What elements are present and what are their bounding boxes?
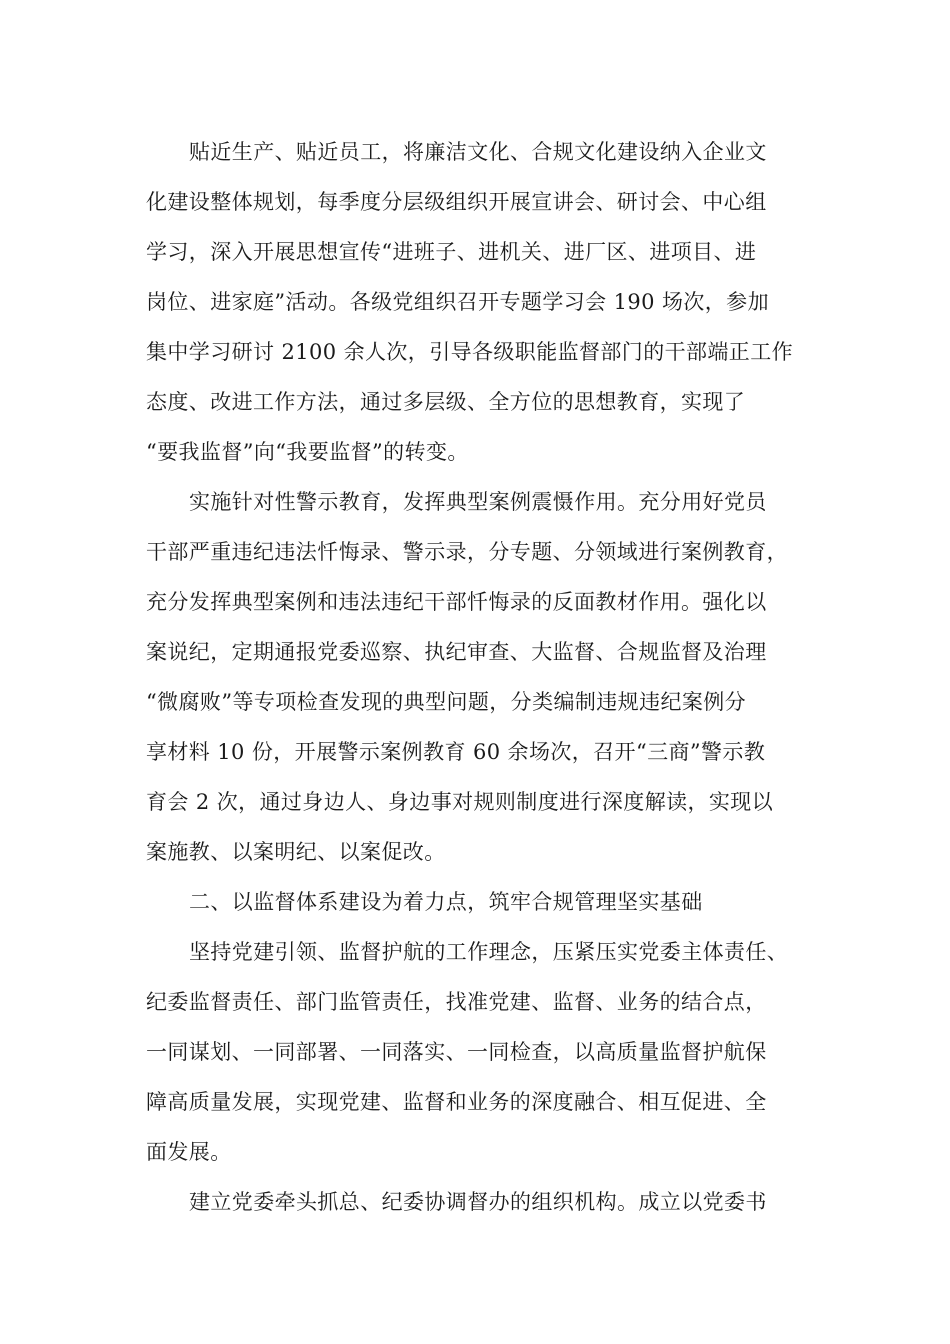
paragraph-2-line-7: 育会 2 次，通过身边人、身边事对规则制度进行深度解读，实现以	[146, 790, 774, 814]
paragraph-3-line-2: 纪委监督责任、部门监管责任，找准党建、监督、业务的结合点，	[146, 990, 767, 1014]
paragraph-3-line-5: 面发展。	[146, 1140, 232, 1164]
paragraph-3-line-1: 坚持党建引领、监督护航的工作理念，压紧压实党委主体责任、	[189, 940, 789, 964]
paragraph-1-line-7: “要我监督”向“我要监督”的转变。	[146, 440, 469, 464]
paragraph-2-line-3: 充分发挥典型案例和违法违纪干部忏悔录的反面教材作用。强化以	[146, 590, 767, 614]
paragraph-1-line-6: 态度、改进工作方法，通过多层级、全方位的思想教育，实现了	[146, 390, 746, 414]
paragraph-2-line-4: 案说纪，定期通报党委巡察、执纪审查、大监督、合规监督及治理	[146, 640, 767, 664]
paragraph-3-line-4: 障高质量发展，实现党建、监督和业务的深度融合、相互促进、全	[146, 1090, 767, 1114]
paragraph-1-line-3: 学习，深入开展思想宣传“进班子、进机关、进厂区、进项目、进	[146, 240, 757, 264]
paragraph-2-line-1: 实施针对性警示教育，发挥典型案例震慑作用。充分用好党员	[189, 490, 767, 514]
paragraph-2-line-8: 案施教、以案明纪、以案促改。	[146, 840, 446, 864]
paragraph-1-line-2: 化建设整体规划，每季度分层级组织开展宣讲会、研讨会、中心组	[146, 190, 767, 214]
section-heading: 二、以监督体系建设为着力点，筑牢合规管理坚实基础	[189, 890, 703, 914]
paragraph-4-line-1: 建立党委牵头抓总、纪委协调督办的组织机构。成立以党委书	[189, 1190, 767, 1214]
paragraph-1-line-5: 集中学习研讨 2100 余人次，引导各级职能监督部门的干部端正工作	[146, 340, 793, 364]
paragraph-2-line-5: “微腐败”等专项检查发现的典型问题，分类编制违规违纪案例分	[146, 690, 747, 714]
paragraph-1-line-4: 岗位、进家庭”活动。各级党组织召开专题学习会 190 场次，参加	[146, 290, 769, 314]
paragraph-1-line-1: 贴近生产、贴近员工，将廉洁文化、合规文化建设纳入企业文	[189, 140, 767, 164]
paragraph-2-line-6: 享材料 10 份，开展警示案例教育 60 余场次，召开“三商”警示教	[146, 740, 766, 764]
paragraph-3-line-3: 一同谋划、一同部署、一同落实、一同检查，以高质量监督护航保	[146, 1040, 767, 1064]
paragraph-2-line-2: 干部严重违纪违法忏悔录、警示录，分专题、分领域进行案例教育，	[146, 540, 788, 564]
